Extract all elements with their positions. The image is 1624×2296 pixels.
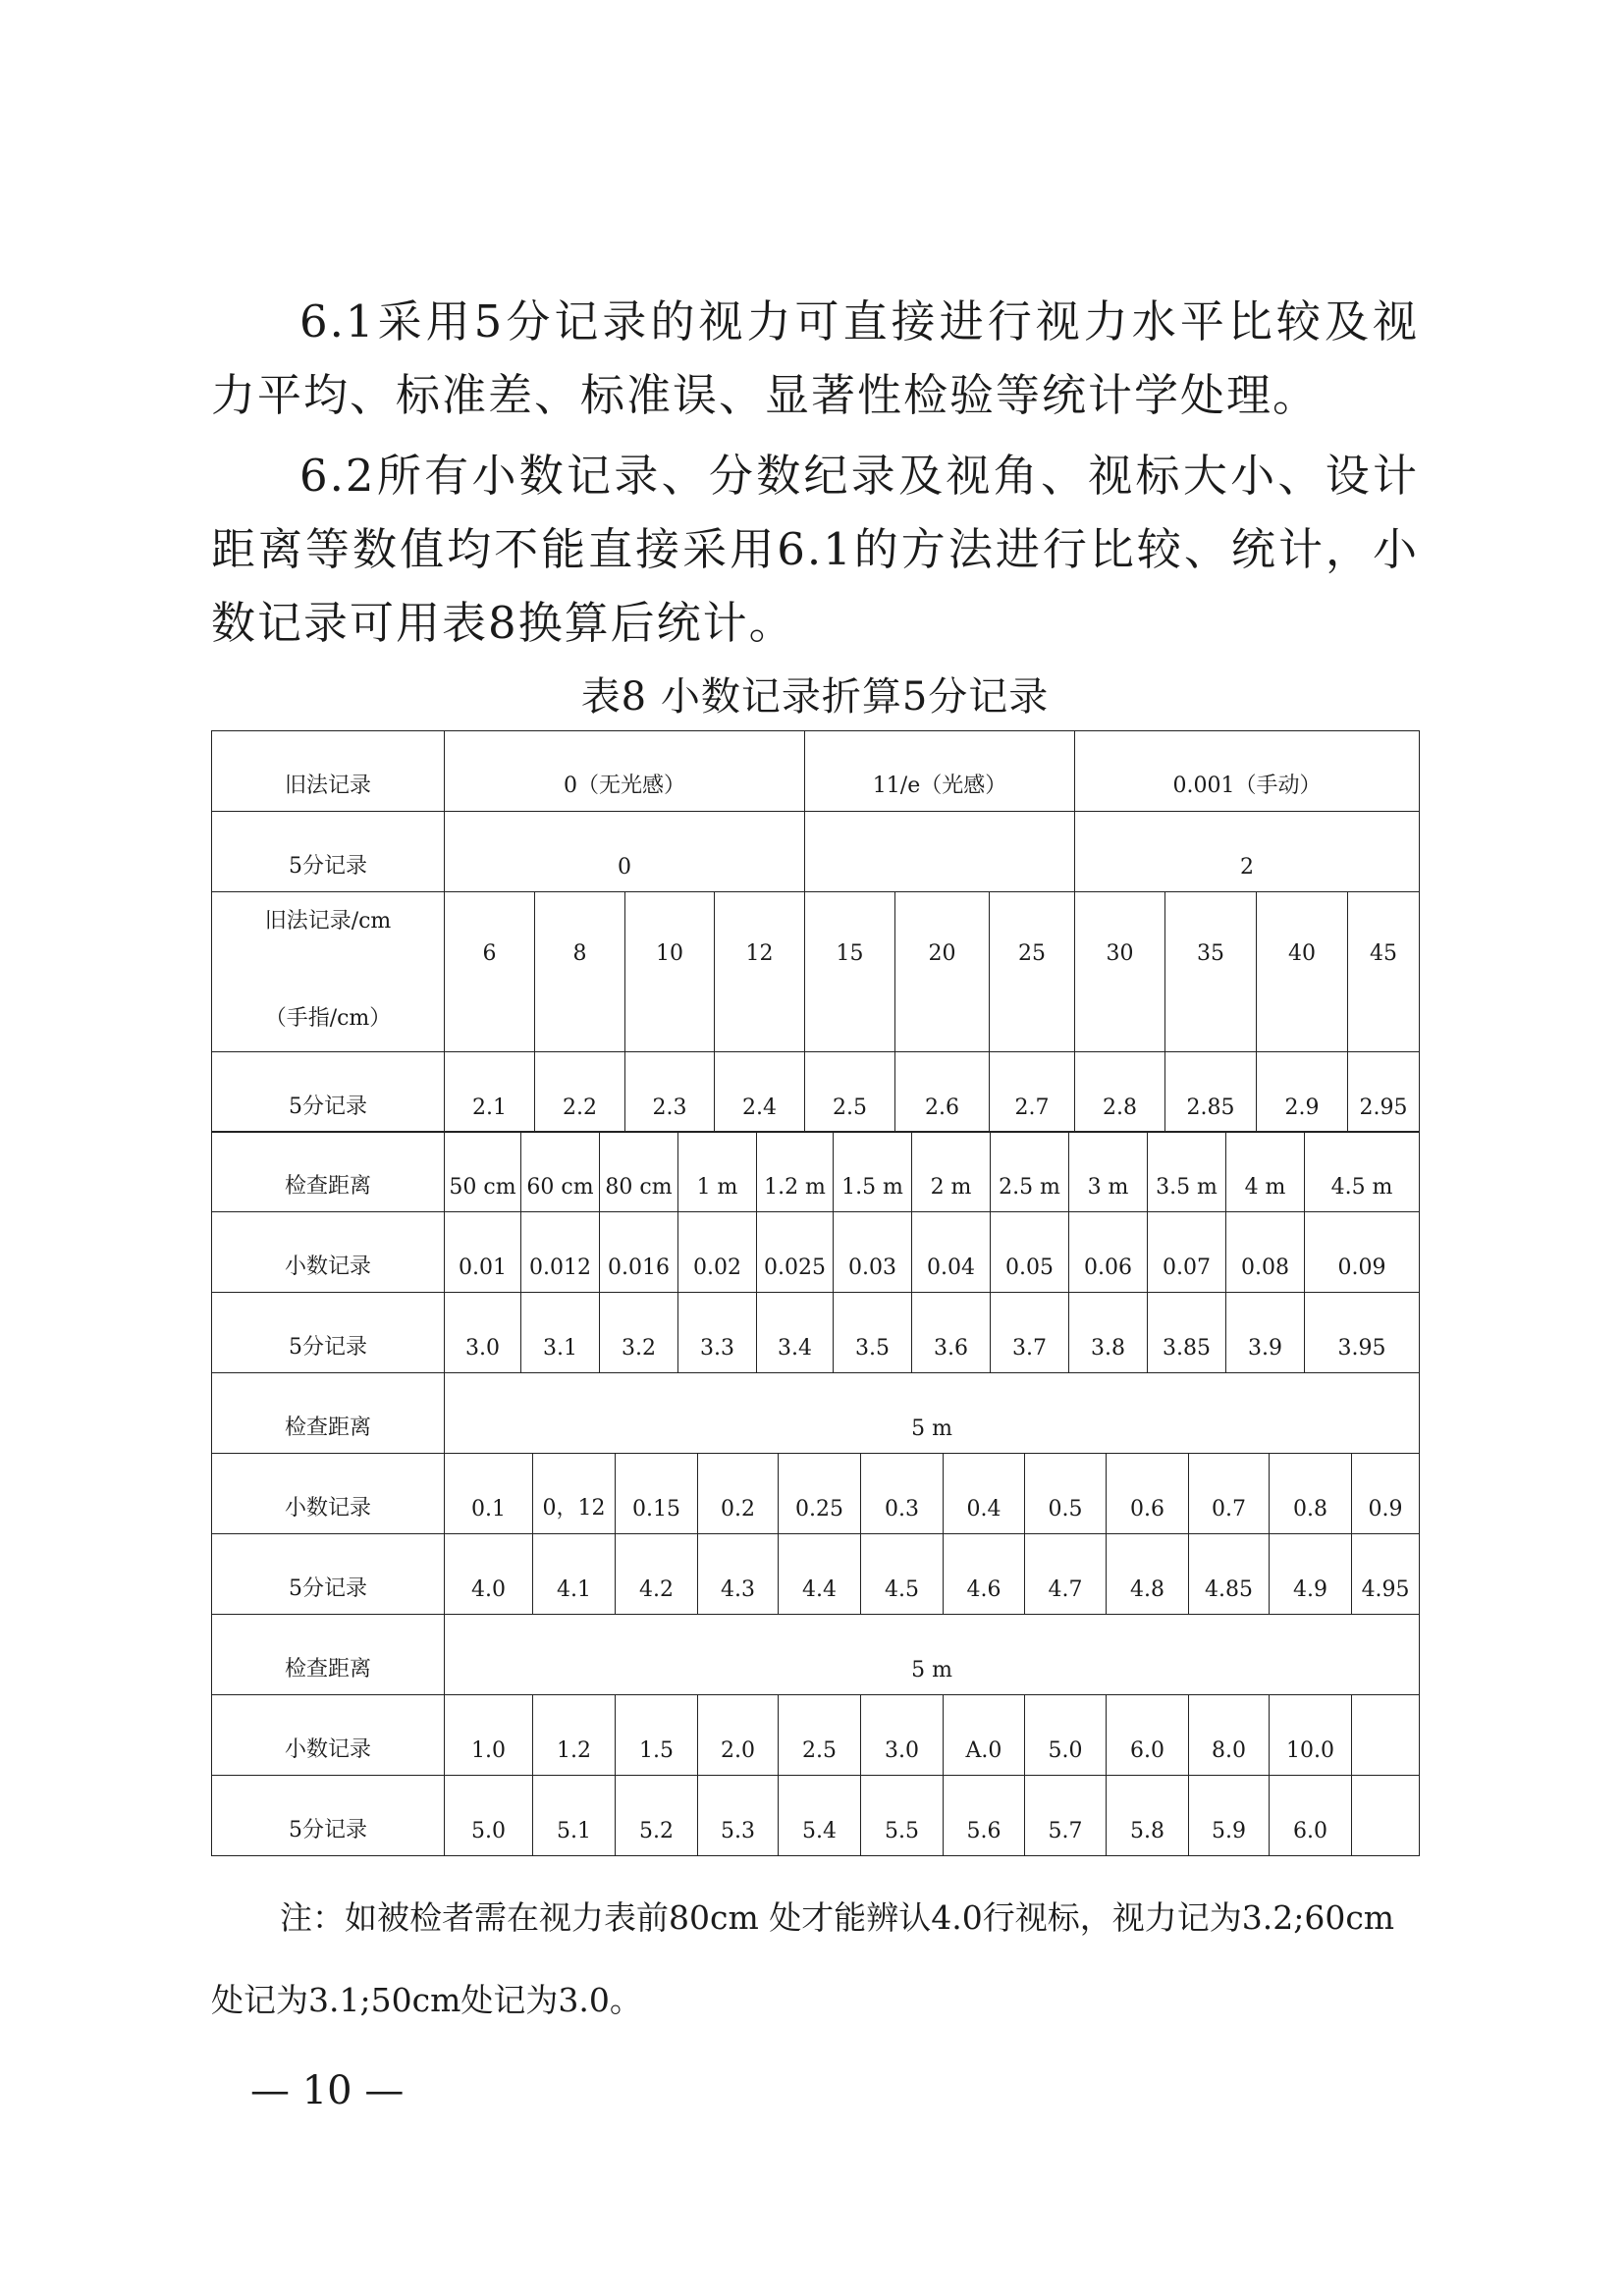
table-cell: 10.0 (1270, 1695, 1352, 1776)
table-cell: 60 cm (521, 1132, 600, 1212)
table-cell: 5 m (445, 1373, 1420, 1454)
table-cell: 2.5 (779, 1695, 861, 1776)
table-cell: 0.05 (991, 1212, 1069, 1293)
table-cell: 3.85 (1148, 1293, 1226, 1373)
table-cell: 2.9 (1257, 1052, 1348, 1133)
table-cell: 11/e（光感） (805, 731, 1075, 812)
table-cell: 5.2 (616, 1776, 698, 1856)
table-cell: 3.7 (991, 1293, 1069, 1373)
table-cell: 0.3 (861, 1454, 944, 1534)
table-row (212, 812, 1420, 892)
table-row (212, 1454, 1420, 1534)
table-cell: 2.2 (535, 1052, 625, 1133)
table-cell: 0.9 (1352, 1454, 1420, 1534)
table-cell: 0.012 (521, 1212, 600, 1293)
table-cell: 1.0 (445, 1695, 533, 1776)
table-cell: 2.5 m (991, 1132, 1069, 1212)
table-cell: 0（无光感） (445, 731, 805, 812)
row-label: 小数记录 (212, 1695, 445, 1776)
table-cell: 5.9 (1189, 1776, 1270, 1856)
conversion-table-part-1 (211, 730, 1420, 1133)
table-cell: 2.1 (445, 1052, 535, 1133)
row-label: 小数记录 (212, 1212, 445, 1293)
table-cell: 2.0 (698, 1695, 779, 1776)
row-label: 5分记录 (212, 1534, 445, 1615)
table-cell: 4.6 (944, 1534, 1025, 1615)
table-cell: 2 m (912, 1132, 991, 1212)
table-cell: 12 (715, 892, 805, 1052)
paragraph-6-1: 6.1采用5分记录的视力可直接进行视力水平比较及视力平均、标准差、标准误、显著性检验等统计学处理。 (211, 295, 1419, 421)
table-cell: 0.01 (445, 1212, 521, 1293)
table-cell: 5.1 (533, 1776, 616, 1856)
table-row (212, 1695, 1420, 1776)
table-cell: 25 (990, 892, 1075, 1052)
table-row (212, 1052, 1420, 1133)
table-cell: 6 (445, 892, 535, 1052)
table-cell: 50 cm (445, 1132, 521, 1212)
row-label: 旧法记录 (212, 731, 445, 812)
row-label: 5分记录 (212, 1776, 445, 1856)
table-cell: 0.8 (1270, 1454, 1352, 1534)
table-cell: 2.7 (990, 1052, 1075, 1133)
table-cell: 0.08 (1226, 1212, 1305, 1293)
table-cell: 5.8 (1107, 1776, 1189, 1856)
table-cell: 0.7 (1189, 1454, 1270, 1534)
row-label: 5分记录 (212, 812, 445, 892)
row-label: 检查距离 (212, 1132, 445, 1212)
table-cell: 45 (1348, 892, 1420, 1052)
table-cell: 3.4 (757, 1293, 834, 1373)
conversion-table-part-3 (211, 1372, 1420, 1856)
table-cell (1352, 1695, 1420, 1776)
table-cell: 0.07 (1148, 1212, 1226, 1293)
row-label: 5分记录 (212, 1293, 445, 1373)
table-cell: 3 m (1069, 1132, 1148, 1212)
table-cell: 2.5 (805, 1052, 895, 1133)
table-cell: 2.85 (1165, 1052, 1257, 1133)
table-row (212, 1776, 1420, 1856)
table-cell: 0.6 (1107, 1454, 1189, 1534)
table-cell: 6.0 (1270, 1776, 1352, 1856)
table-cell: 1.5 m (834, 1132, 912, 1212)
table-caption: 表8 小数记录折算5分记录 (580, 674, 1050, 720)
table-cell: 1 m (678, 1132, 757, 1212)
conversion-table-part-2 (211, 1131, 1420, 1373)
table-cell: 2.4 (715, 1052, 805, 1133)
table-cell: 3.0 (445, 1293, 521, 1373)
table-cell: 4.95 (1352, 1534, 1420, 1615)
table-cell: 3.9 (1226, 1293, 1305, 1373)
table-cell: 4.9 (1270, 1534, 1352, 1615)
table-cell: 30 (1075, 892, 1165, 1052)
table-row (212, 1615, 1420, 1695)
table-cell: 3.8 (1069, 1293, 1148, 1373)
table-cell: 3.1 (521, 1293, 600, 1373)
table-cell: 3.5 (834, 1293, 912, 1373)
table-cell: 5.3 (698, 1776, 779, 1856)
row-label: 检查距离 (212, 1373, 445, 1454)
table-cell: A.0 (944, 1695, 1025, 1776)
table-cell: 8 (535, 892, 625, 1052)
table-row (212, 1373, 1420, 1454)
table-cell: 5.6 (944, 1776, 1025, 1856)
table-row (212, 892, 1420, 1052)
table-row (212, 731, 1420, 812)
table-cell: 4.7 (1025, 1534, 1107, 1615)
table-cell: 0 (445, 812, 805, 892)
table-cell: 15 (805, 892, 895, 1052)
table-cell: 1.5 (616, 1695, 698, 1776)
table-row (212, 1534, 1420, 1615)
table-cell: 5 m (445, 1615, 1420, 1695)
table-cell: 4.4 (779, 1534, 861, 1615)
table-cell: 3.0 (861, 1695, 944, 1776)
table-cell: 2.8 (1075, 1052, 1165, 1133)
table-cell: 0.03 (834, 1212, 912, 1293)
paragraph-6-2: 6.2所有小数记录、分数纪录及视角、视标大小、设计距离等数值均不能直接采用6.1的方法进行比较、统计，小数记录可用表8换算后统计。 (211, 450, 1419, 649)
table-cell: 3.5 m (1148, 1132, 1226, 1212)
table-row (212, 1293, 1420, 1373)
table-row (212, 1212, 1420, 1293)
table-cell: 3.95 (1305, 1293, 1420, 1373)
row-label-line-2: （手指/cm） (264, 1006, 392, 1031)
table-cell: 0.15 (616, 1454, 698, 1534)
table-cell: 4.0 (445, 1534, 533, 1615)
table-cell: 40 (1257, 892, 1348, 1052)
table-cell: 4.2 (616, 1534, 698, 1615)
table-cell: 0，12 (533, 1454, 616, 1534)
row-label-line-1: 旧法记录/cm (264, 909, 392, 934)
table-cell: 3.2 (600, 1293, 678, 1373)
table-cell: 4.1 (533, 1534, 616, 1615)
table-cell: 20 (895, 892, 990, 1052)
table-note: 注：如被检者需在视力表前80cm 处才能辨认4.0行视标，视力记为3.2;60cm处记为3.1;50cm处记为3.0。 (211, 1898, 1395, 2019)
table-cell: 4.8 (1107, 1534, 1189, 1615)
table-cell: 0.09 (1305, 1212, 1420, 1293)
table-cell: 0.001（手动） (1075, 731, 1420, 812)
table-cell: 0.04 (912, 1212, 991, 1293)
table-row (212, 1132, 1420, 1212)
table-cell: 4.5 (861, 1534, 944, 1615)
table-cell: 5.0 (1025, 1695, 1107, 1776)
row-label: 5分记录 (212, 1052, 445, 1133)
table-cell: 0.4 (944, 1454, 1025, 1534)
table-cell: 2.95 (1348, 1052, 1420, 1133)
table-cell: 1.2 m (757, 1132, 834, 1212)
table-cell (805, 812, 1075, 892)
table-cell: 4.85 (1189, 1534, 1270, 1615)
table-cell: 0.06 (1069, 1212, 1148, 1293)
table-cell: 5.7 (1025, 1776, 1107, 1856)
table-cell: 0.1 (445, 1454, 533, 1534)
table-cell: 0.025 (757, 1212, 834, 1293)
row-label (212, 892, 445, 1052)
table-cell: 4 m (1226, 1132, 1305, 1212)
table-cell: 2.3 (625, 1052, 715, 1133)
table-cell: 10 (625, 892, 715, 1052)
table-cell: 6.0 (1107, 1695, 1189, 1776)
table-cell: 2 (1075, 812, 1420, 892)
table-cell: 4.5 m (1305, 1132, 1420, 1212)
table-cell: 0.25 (779, 1454, 861, 1534)
table-cell: 1.2 (533, 1695, 616, 1776)
table-cell: 0.02 (678, 1212, 757, 1293)
table-cell: 80 cm (600, 1132, 678, 1212)
table-cell: 2.6 (895, 1052, 990, 1133)
table-cell: 5.5 (861, 1776, 944, 1856)
table-cell: 35 (1165, 892, 1257, 1052)
page-number: — 10 — (250, 2068, 405, 2113)
table-cell: 5.0 (445, 1776, 533, 1856)
table-cell (1352, 1776, 1420, 1856)
table-cell: 8.0 (1189, 1695, 1270, 1776)
row-label: 小数记录 (212, 1454, 445, 1534)
table-cell: 3.6 (912, 1293, 991, 1373)
table-cell: 0.016 (600, 1212, 678, 1293)
table-cell: 4.3 (698, 1534, 779, 1615)
row-label: 检查距离 (212, 1615, 445, 1695)
table-cell: 0.2 (698, 1454, 779, 1534)
table-cell: 5.4 (779, 1776, 861, 1856)
table-cell: 3.3 (678, 1293, 757, 1373)
table-cell: 0.5 (1025, 1454, 1107, 1534)
